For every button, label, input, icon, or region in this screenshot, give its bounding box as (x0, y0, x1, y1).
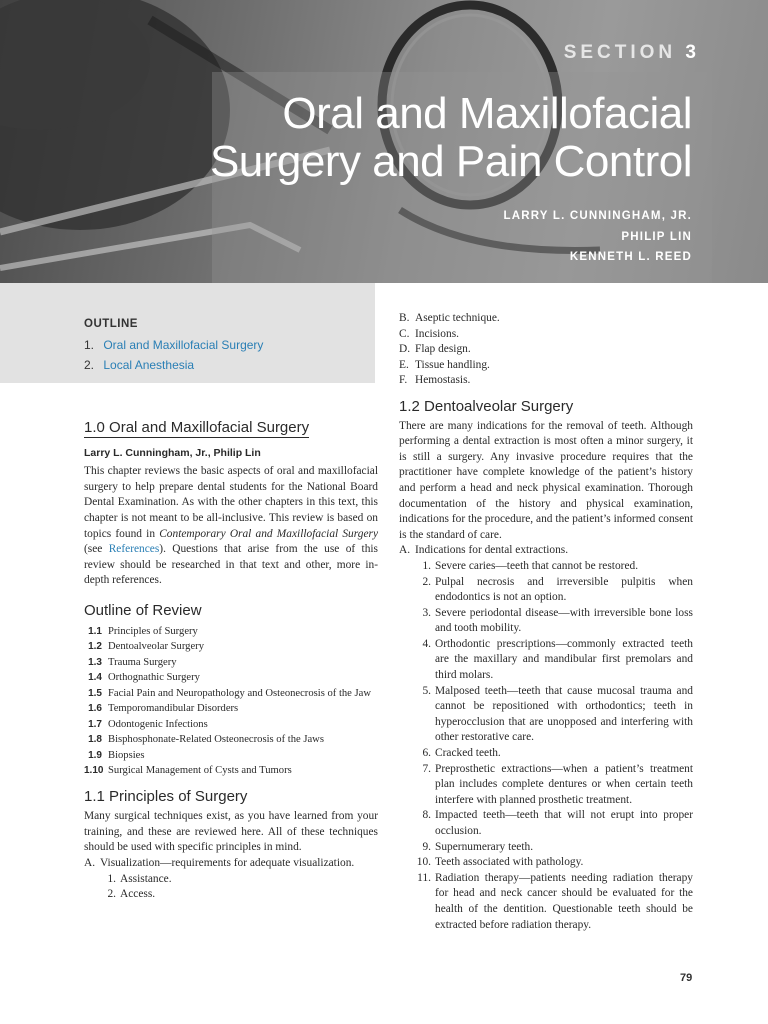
heading-number: 1.0 (84, 419, 105, 436)
author-2: PHILIP LIN (621, 230, 692, 243)
review-item: 1.4 Orthognathic Surgery (88, 672, 200, 684)
references-link[interactable]: References (108, 543, 160, 556)
indications-heading-list (399, 543, 693, 559)
principles-heading: 1.1 Principles of Surgery (84, 787, 248, 805)
list-item: C. Incisions. (399, 327, 459, 340)
list-item: 9. Supernumerary teeth. (422, 840, 534, 853)
review-item: 1.8 Bisphosphonate-Related Osteonecrosis of the Jaws (88, 734, 324, 746)
list-item: 10. Teeth associated with pathology. (416, 856, 584, 869)
list-item: 1. Assistance. (107, 872, 172, 885)
principles-list (84, 856, 378, 872)
list-item: F. Hemostasis. (399, 374, 471, 387)
list-item: 2. Pulpal necrosis and irreversible pulpitis when endodontics is not an option. (422, 575, 693, 604)
review-item: 1.5 Facial Pain and Neuropathology and Osteonecrosis of the Jaw (88, 687, 372, 699)
list-item: 3. Severe periodontal disease—with irreversible bone loss and tooth mobility. (422, 606, 693, 635)
heading-text: Oral and Maxillofacial Surgery (109, 419, 310, 436)
review-list (84, 624, 378, 779)
list-item: 7. Preprosthetic extractions—when a patient’s treatment plan includes complete dentures or when certain teeth interfere with planned prosthetic treatment. (422, 762, 693, 806)
principles-paragraph: Many surgical techniques exist, as you have learned from your training, and these are reviewed here. All of these techniques should be used with specific principles in mind. (84, 810, 378, 854)
left-column (84, 420, 378, 903)
list-item: A. Indications for dental extractions. (399, 544, 569, 557)
list-item: 4. Orthodontic prescriptions—commonly extracted teeth are the maxillary and mandibular first premolars and third molars. (422, 637, 693, 682)
list-item: A. Visualization—requirements for adequate visualization. (84, 856, 355, 869)
chapter-title-line-2: Surgery and Pain Control (209, 137, 692, 186)
review-item: 1.2 Dentoalveolar Surgery (88, 641, 205, 653)
outline-link-local-anesthesia[interactable]: Local Anesthesia (103, 358, 195, 372)
author-list (503, 206, 692, 268)
author-1: LARRY L. CUNNINGHAM, JR. (503, 210, 692, 222)
page-number: 79 (680, 972, 693, 984)
review-item: 1.10 Surgical Management of Cysts and Tumors (84, 765, 292, 777)
list-item: B. Aseptic technique. (399, 312, 500, 324)
section-label (564, 42, 700, 64)
section-number: 3 (685, 42, 700, 63)
list-item: 8. Impacted teeth—teeth that will not erupt into proper occlusion. (422, 809, 693, 837)
review-item: 1.3 Trauma Surgery (88, 656, 177, 668)
intro-paragraph: This chapter reviews the basic aspects of oral and maxillofacial surgery to help prepare dental students for the National Board Dental Examination. As with the other chapters in this text, this chapter is not meant to be all-inclusive. This review is based on topics found in Contemporary Oral and Maxillofacial Surgery (see References). Questions that arise from the use of this review should be researched in that text and other, more in-depth references. (84, 465, 378, 587)
review-item: 1.6 Temporomandibular Disorders (88, 703, 239, 715)
dentoalveolar-paragraph: There are many indications for the removal of teeth. Although performing a dental extraction is most often a minor surgery, it is still a surgery. Any invasive procedure requires that the practitioner have complete knowledge of the patient’s history and perform a head and neck physical examination. Thorough documentation of the history and physical examination, indications for the procedure, and the patient’s informed consent is the standard of care. (399, 419, 693, 541)
list-item: D. Flap design. (399, 343, 471, 356)
outline-link-oral-surgery[interactable]: Oral and Maxillofacial Surgery (103, 338, 264, 352)
dentoalveolar-heading: 1.2 Dentoalveolar Surgery (399, 397, 574, 415)
list-item: 11. Radiation therapy—patients needing radiation therapy for head and neck cancer should be evaluated for the health of the dentition. Questionable teeth should be extracted before radiation therapy. (417, 871, 693, 931)
outline-of-review-heading: Outline of Review (84, 601, 202, 619)
author-3: KENNETH L. REED (569, 251, 692, 263)
outline-list (84, 335, 263, 375)
outline-item (84, 335, 263, 355)
outline-heading: OUTLINE (84, 318, 138, 330)
indications-list (399, 559, 693, 933)
list-item: 6. Cracked teeth. (422, 747, 501, 760)
list-item: 1. Severe caries—teeth that cannot be restored. (422, 559, 639, 572)
list-item: 5. Malposed teeth—teeth that cause mucosal trauma and cannot be repositioned with orthodontics; teeth in hyperocclusion that are unopposed and interfering with other restorative care. (422, 684, 693, 744)
review-item: 1.1 Principles of Surgery (88, 625, 198, 637)
review-item: 1.7 Odontogenic Infections (88, 718, 208, 730)
principles-list-continued (399, 311, 693, 389)
principles-sublist (84, 872, 378, 903)
chapter-title (72, 90, 692, 186)
section-byline: Larry L. Cunningham, Jr., Philip Lin (84, 446, 261, 459)
chapter-title-line-1: Oral and Maxillofacial (282, 89, 692, 138)
outline-item-number: 2. (84, 358, 95, 372)
section-heading-1-0 (84, 420, 378, 438)
chapter-header (0, 0, 768, 283)
section-word: SECTION (563, 42, 677, 63)
outline-item-number: 1. (84, 338, 95, 352)
list-item: E. Tissue handling. (399, 358, 490, 371)
right-column (399, 311, 693, 933)
outline-item (84, 355, 263, 375)
review-item: 1.9 Biopsies (88, 749, 145, 761)
list-item: 2. Access. (107, 888, 156, 901)
